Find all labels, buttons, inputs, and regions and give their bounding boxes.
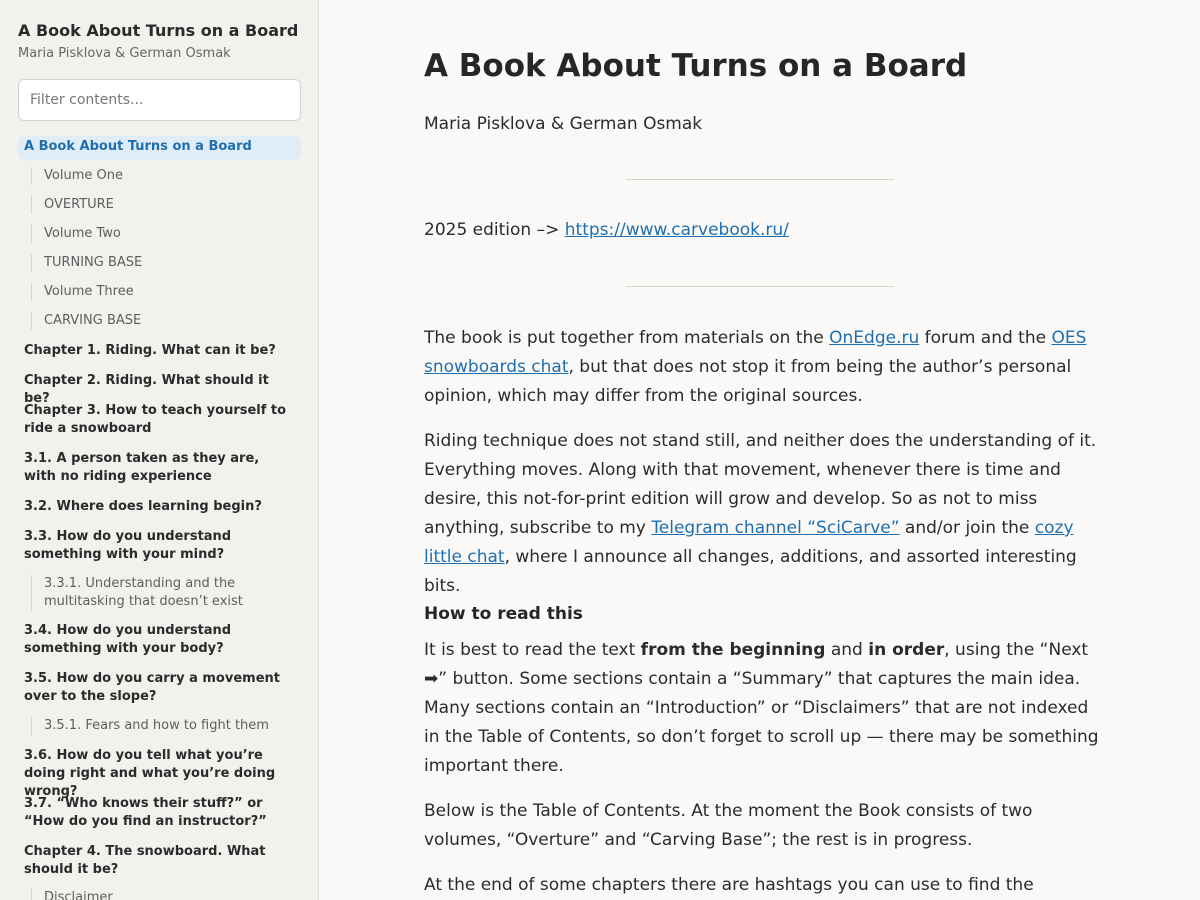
toc-item-volume-three[interactable]: Volume Three bbox=[31, 283, 301, 301]
onedge-link[interactable]: OnEdge.ru bbox=[829, 328, 920, 348]
read-text-3: , using the “Next ➡” button. Some sections contain a “Summary” that captures the main idea. Many sections contain an “Introduction” or “Disclaimers” that are not indexed in the Table of Contents, so don’t forget to scroll up — there may be something important there. bbox=[424, 640, 1099, 776]
how-to-read-paragraph bbox=[424, 636, 1104, 781]
edition-line bbox=[424, 220, 789, 240]
telegram-channel-link[interactable]: Telegram channel “SciCarve” bbox=[651, 518, 900, 538]
updates-text-1: Riding technique does not stand still, and neither does the understanding of it. Everything moves. Along with that movement, whenever there is time and desire, this not-for-print edition will grow and develop. So as not to miss anything, subscribe to my bbox=[424, 431, 1097, 538]
edition-prefix: 2025 edition –> bbox=[424, 220, 565, 240]
toc-intro-paragraph: Below is the Table of Contents. At the moment the Book consists of two volumes, “Overture” and “Carving Base”; the rest is in progress. bbox=[424, 801, 1033, 850]
sidebar-authors: Maria Pisklova & German Osmak bbox=[18, 46, 231, 61]
oes-chat-link[interactable]: OES snowboards chat bbox=[424, 328, 1087, 377]
toc-item-turning-base[interactable]: TURNING BASE bbox=[31, 254, 301, 272]
toc-item-3-3[interactable]: 3.3. How do you understand something with your mind? bbox=[24, 529, 232, 562]
toc-item-chapter-2[interactable]: Chapter 2. Riding. What should it be? bbox=[24, 373, 269, 406]
toc-item-volume-one[interactable]: Volume One bbox=[31, 167, 301, 185]
sidebar bbox=[0, 0, 319, 900]
toc-item-3-6[interactable]: 3.6. How do you tell what you’re doing right and what you’re doing wrong? bbox=[24, 748, 276, 799]
read-text-2: and bbox=[825, 640, 869, 660]
toc-item-chapter-1[interactable]: Chapter 1. Riding. What can it be? bbox=[24, 343, 276, 358]
read-bold-1: from the beginning bbox=[640, 640, 826, 660]
edition-link[interactable]: https://www.carvebook.ru/ bbox=[564, 220, 789, 240]
page-title: A Book About Turns on a Board bbox=[424, 48, 968, 84]
updates-text-3: , where I announce all changes, additions, and assorted interesting bits. bbox=[424, 547, 1077, 596]
intro-text-1: The book is put together from materials on the bbox=[424, 328, 830, 348]
toc-item-3-2[interactable]: 3.2. Where does learning begin? bbox=[24, 499, 262, 514]
cozy-chat-link[interactable]: cozy little chat bbox=[424, 518, 1074, 567]
toc-item-volume-two[interactable]: Volume Two bbox=[31, 225, 301, 243]
intro-text-2: forum and the bbox=[919, 328, 1052, 348]
read-text-1: It is best to read the text bbox=[424, 640, 641, 660]
read-bold-2: in order bbox=[868, 640, 945, 660]
toc-item-3-7[interactable]: 3.7. “Who knows their stuff?” or “How do you find an instructor?” bbox=[24, 796, 267, 829]
toc-item-3-5[interactable]: 3.5. How do you carry a movement over to the slope? bbox=[24, 671, 280, 704]
toc-item-carving-base[interactable]: CARVING BASE bbox=[31, 312, 301, 330]
toc-item-3-3-1[interactable]: 3.3.1. Understanding and the multitasking that doesn’t exist bbox=[31, 575, 301, 611]
page-authors: Maria Pisklova & German Osmak bbox=[424, 114, 703, 134]
updates-text-2: and/or join the bbox=[899, 518, 1035, 538]
toc-item-3-5-1[interactable]: 3.5.1. Fears and how to fight them bbox=[31, 717, 301, 735]
toc-item-book-home[interactable]: A Book About Turns on a Board bbox=[18, 136, 301, 160]
toc-item-chapter-4[interactable]: Chapter 4. The snowboard. What should it be? bbox=[24, 844, 266, 877]
toc-item-chapter-3[interactable]: Chapter 3. How to teach yourself to ride a snowboard bbox=[24, 403, 287, 436]
toc-item-3-1[interactable]: 3.1. A person taken as they are, with no riding experience bbox=[24, 451, 260, 484]
updates-paragraph bbox=[424, 427, 1104, 601]
divider bbox=[626, 179, 894, 180]
intro-text-3: , but that does not stop it from being the author’s personal opinion, which may differ from the original sources. bbox=[424, 357, 1072, 406]
toc-item-disclaimer[interactable]: Disclaimer bbox=[31, 889, 301, 900]
toc-item-3-4[interactable]: 3.4. How do you understand something with your body? bbox=[24, 623, 232, 656]
intro-paragraph bbox=[424, 324, 1104, 411]
divider bbox=[626, 286, 894, 287]
filter-contents-input[interactable] bbox=[18, 79, 301, 121]
toc-item-overture[interactable]: OVERTURE bbox=[31, 196, 301, 214]
section-heading: How to read this bbox=[424, 604, 583, 624]
sidebar-book-title[interactable]: A Book About Turns on a Board bbox=[18, 21, 299, 40]
hashtags-paragraph: At the end of some chapters there are hashtags you can use to find the bbox=[424, 875, 1034, 895]
